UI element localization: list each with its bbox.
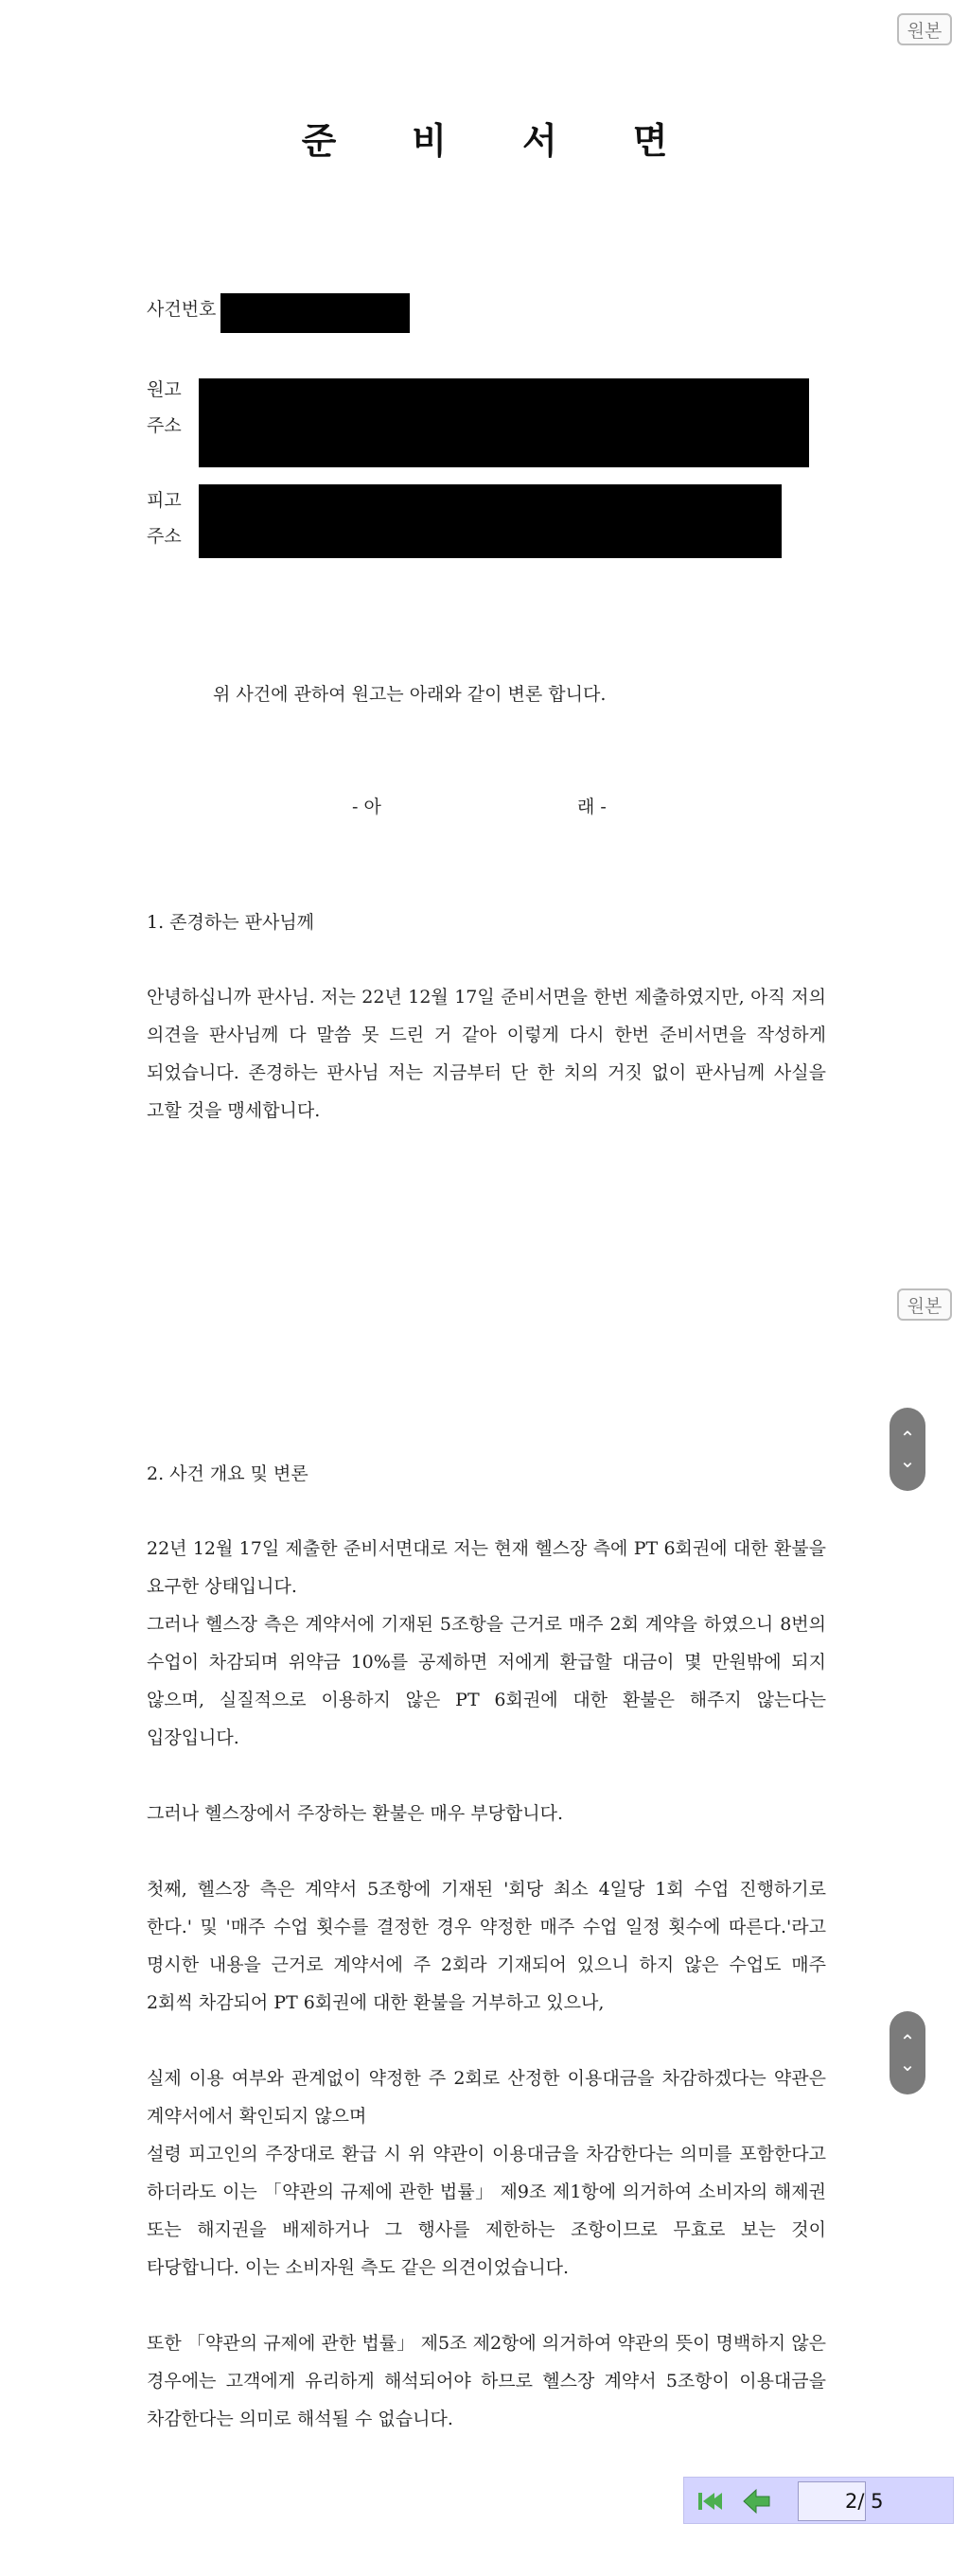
- section2-paragraph: 22년 12월 17일 제출한 준비서면대로 저는 현재 헬스장 측에 PT 6회권에 대한 환불을 요구한 상태입니다.: [147, 1538, 826, 1597]
- original-view-button[interactable]: 원본: [897, 13, 952, 45]
- below-marker-left: - 아: [352, 797, 381, 817]
- document-page-2: [0, 1258, 969, 2576]
- page-indicator: [845, 2478, 884, 2525]
- redacted-plaintiff-info: [199, 378, 809, 467]
- section1-paragraph: 안녕하십니까 판사님. 저는 22년 12월 17일 준비서면을 한번 제출하였지만, 아직 저의 의견을 판사님께 다 말씀 못 드린 거 같아 이렇게 다시 한번 준비서면을 작성하게 되었습니다. 존경하는 판사님 저는 지금부터 단 한 치의 거짓 없이 판사님께 사실을 고할 것을 맹세합니다.: [147, 987, 826, 1121]
- section2-paragraph: 실제 이용 여부와 관계없이 약정한 주 2회로 산정한 이용대금을 차감하겠다는 약관은 계약서에서 확인되지 않으며: [147, 2068, 826, 2127]
- document-title: [0, 112, 969, 164]
- title-char: 면: [632, 120, 668, 162]
- section1-heading: 1. 존경하는 판사님께: [147, 912, 315, 933]
- title-char: 준: [301, 120, 337, 162]
- plaintiff-label: 원고: [147, 379, 182, 400]
- scroll-control[interactable]: [890, 1408, 925, 1491]
- chevron-up-icon[interactable]: ⌃: [899, 2030, 916, 2053]
- title-char: 서: [522, 120, 557, 162]
- scroll-control[interactable]: [890, 2011, 925, 2094]
- intro-line: 위 사건에 관하여 원고는 아래와 같이 변론 합니다.: [213, 684, 607, 705]
- chevron-down-icon[interactable]: ⌄: [899, 2053, 916, 2076]
- redacted-case-number: [220, 293, 410, 333]
- page-navigator: [683, 2477, 954, 2524]
- section2-body: [147, 1530, 826, 2438]
- current-page: 2: [845, 2490, 858, 2513]
- title-char: 비: [412, 120, 447, 162]
- first-page-button[interactable]: [690, 2481, 730, 2521]
- defendant-label: 피고: [147, 490, 182, 511]
- page-separator: /: [857, 2490, 865, 2513]
- section2-heading: 2. 사건 개요 및 변론: [147, 1463, 308, 1484]
- section2-paragraph: 또한 「약관의 규제에 관한 법률」 제5조 제2항에 의거하여 약관의 뜻이 명백하지 않은 경우에는 고객에게 유리하게 해석되어야 하므로 헬스장 계약서 5조항이 이용대금을 차감한다는 의미로 해석될 수 없습니다.: [147, 2333, 826, 2429]
- chevron-up-icon[interactable]: ⌃: [899, 1427, 916, 1449]
- section2-paragraph: 그러나 헬스장에서 주장하는 환불은 매우 부당합니다.: [147, 1803, 564, 1824]
- section2-paragraph: 설령 피고인의 주장대로 환급 시 위 약관이 이용대금을 차감한다는 의미를 포함한다고 하더라도 이는 「약관의 규제에 관한 법률」 제9조 제1항에 의거하여 소비자의 해제권 또는 해지권을 배제하거나 그 행사를 제한하는 조항이므로 무효로 보는 것이 타당합니다. 이는 소비자원 측도 같은 의견이었습니다.: [147, 2144, 826, 2278]
- plaintiff-address-label: 주소: [147, 415, 182, 436]
- chevron-down-icon[interactable]: ⌄: [899, 1449, 916, 1472]
- below-marker-right: 래 -: [577, 797, 607, 817]
- defendant-address-label: 주소: [147, 526, 182, 547]
- section2-paragraph: 그러나 헬스장 측은 계약서에 기재된 5조항을 근거로 매주 2회 계약을 하였으니 8번의 수업이 차감되며 위약금 10%를 공제하면 저에게 환급할 대금이 몇 만원밖에 되지 않으며, 실질적으로 이용하지 않은 PT 6회권에 대한 환불은 해주지 않는다는 입장입니다.: [147, 1614, 826, 1748]
- arrow-left-icon: [742, 2488, 772, 2515]
- previous-page-button[interactable]: [737, 2481, 777, 2521]
- section1-body: [147, 978, 826, 1130]
- document-page-1: [0, 0, 969, 1258]
- redacted-defendant-info: [199, 484, 782, 558]
- section2-paragraph: 첫째, 헬스장 측은 계약서 5조항에 기재된 '회당 최소 4일당 1회 수업 진행하기로 한다.' 및 '매주 수업 횟수를 결정한 경우 약정한 매주 수업 일정 횟수에 따른다.'라고 명시한 내용을 근거로 계약서에 주 2회라 기재되어 있으니 하지 않은 수업도 매주 2회씩 차감되어 PT 6회권에 대한 환불을 거부하고 있으나,: [147, 1879, 826, 2013]
- first-page-icon: [696, 2489, 724, 2514]
- original-view-button[interactable]: 원본: [897, 1288, 952, 1321]
- case-number-label: 사건번호: [147, 299, 217, 320]
- total-pages: 5: [871, 2490, 884, 2513]
